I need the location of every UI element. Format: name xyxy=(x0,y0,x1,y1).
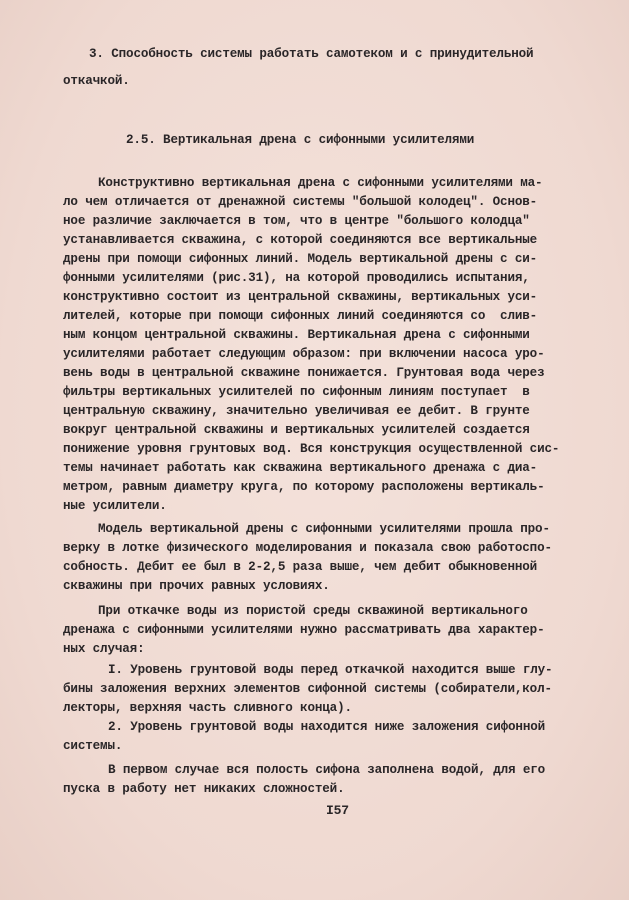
text-line: системы. xyxy=(63,739,123,753)
text-line: дренажа с сифонными усилителями нужно рассматривать два характер- xyxy=(63,623,545,637)
text-line: откачкой. xyxy=(63,74,130,88)
text-line: метром, равным диаметру круга, по которому расположены вертикаль- xyxy=(63,480,545,494)
text-line: 2. Уровень грунтовой воды находится ниже заложения сифонной xyxy=(108,720,546,734)
text-line: ным концом центральной скважины. Вертикальная дрена с сифонными xyxy=(63,328,530,342)
text-line: вокруг центральной скважины и вертикальных усилителей создается xyxy=(63,423,530,437)
text-line: ные усилители. xyxy=(63,499,167,513)
text-line: ных случая: xyxy=(63,642,145,656)
text-line: Конструктивно вертикальная дрена с сифонными усилителями ма- xyxy=(98,176,543,190)
text-line: центральную скважину, значительно увеличивая ее дебит. В грунте xyxy=(63,404,530,418)
text-line: лекторы, верхняя часть сливного конца). xyxy=(63,701,352,715)
section-heading: 2.5. Вертикальная дрена с сифонными усилителями xyxy=(126,133,475,147)
text-line: При откачке воды из пористой среды скважиной вертикального xyxy=(98,604,528,618)
text-line: дрены при помощи сифонных линий. Модель вертикальной дрены с си- xyxy=(63,252,538,266)
text-line: ное различие заключается в том, что в центре "большого колодца" xyxy=(63,214,530,228)
text-line: скважины при прочих равных условиях. xyxy=(63,579,330,593)
page-number: I57 xyxy=(326,803,349,818)
text-line: пуска в работу нет никаких сложностей. xyxy=(63,782,345,796)
text-line: Модель вертикальной дрены с сифонными усилителями прошла про- xyxy=(98,522,550,536)
text-line: темы начинает работать как скважина вертикального дренажа с диа- xyxy=(63,461,538,475)
text-line: лителей, которые при помощи сифонных линий соединяются со слив- xyxy=(63,309,538,323)
text-line: собность. Дебит ее был в 2-2,5 раза выше, чем дебит обыкновенной xyxy=(63,560,538,574)
text-line: фонными усилителями (рис.31), на которой проводились испытания, xyxy=(63,271,530,285)
text-line: вень воды в центральной скважине понижается. Грунтовая вода через xyxy=(63,366,545,380)
text-line: устанавливается скважина, с которой соединяются все вертикальные xyxy=(63,233,538,247)
text-line: I. Уровень грунтовой воды перед откачкой находится выше глу- xyxy=(108,663,553,677)
text-line: понижение уровня грунтовых вод. Вся конструкция осуществленной сис- xyxy=(63,442,560,456)
text-line: бины заложения верхних элементов сифонной системы (собиратели,кол- xyxy=(63,682,552,696)
text-line: 3. Способность системы работать самотеком и с принудительной xyxy=(89,47,534,61)
text-line: усилителями работает следующим образом: при включении насоса уро- xyxy=(63,347,545,361)
text-line: В первом случае вся полость сифона заполнена водой, для его xyxy=(108,763,546,777)
text-line: верку в лотке физического моделирования и показала свою работоспо- xyxy=(63,541,552,555)
text-line: конструктивно состоит из центральной скважины, вертикальных уси- xyxy=(63,290,538,304)
text-line: ло чем отличается от дренажной системы "большой колодец". Основ- xyxy=(63,195,538,209)
text-line: фильтры вертикальных усилителей по сифонным линиям поступает в xyxy=(63,385,530,399)
